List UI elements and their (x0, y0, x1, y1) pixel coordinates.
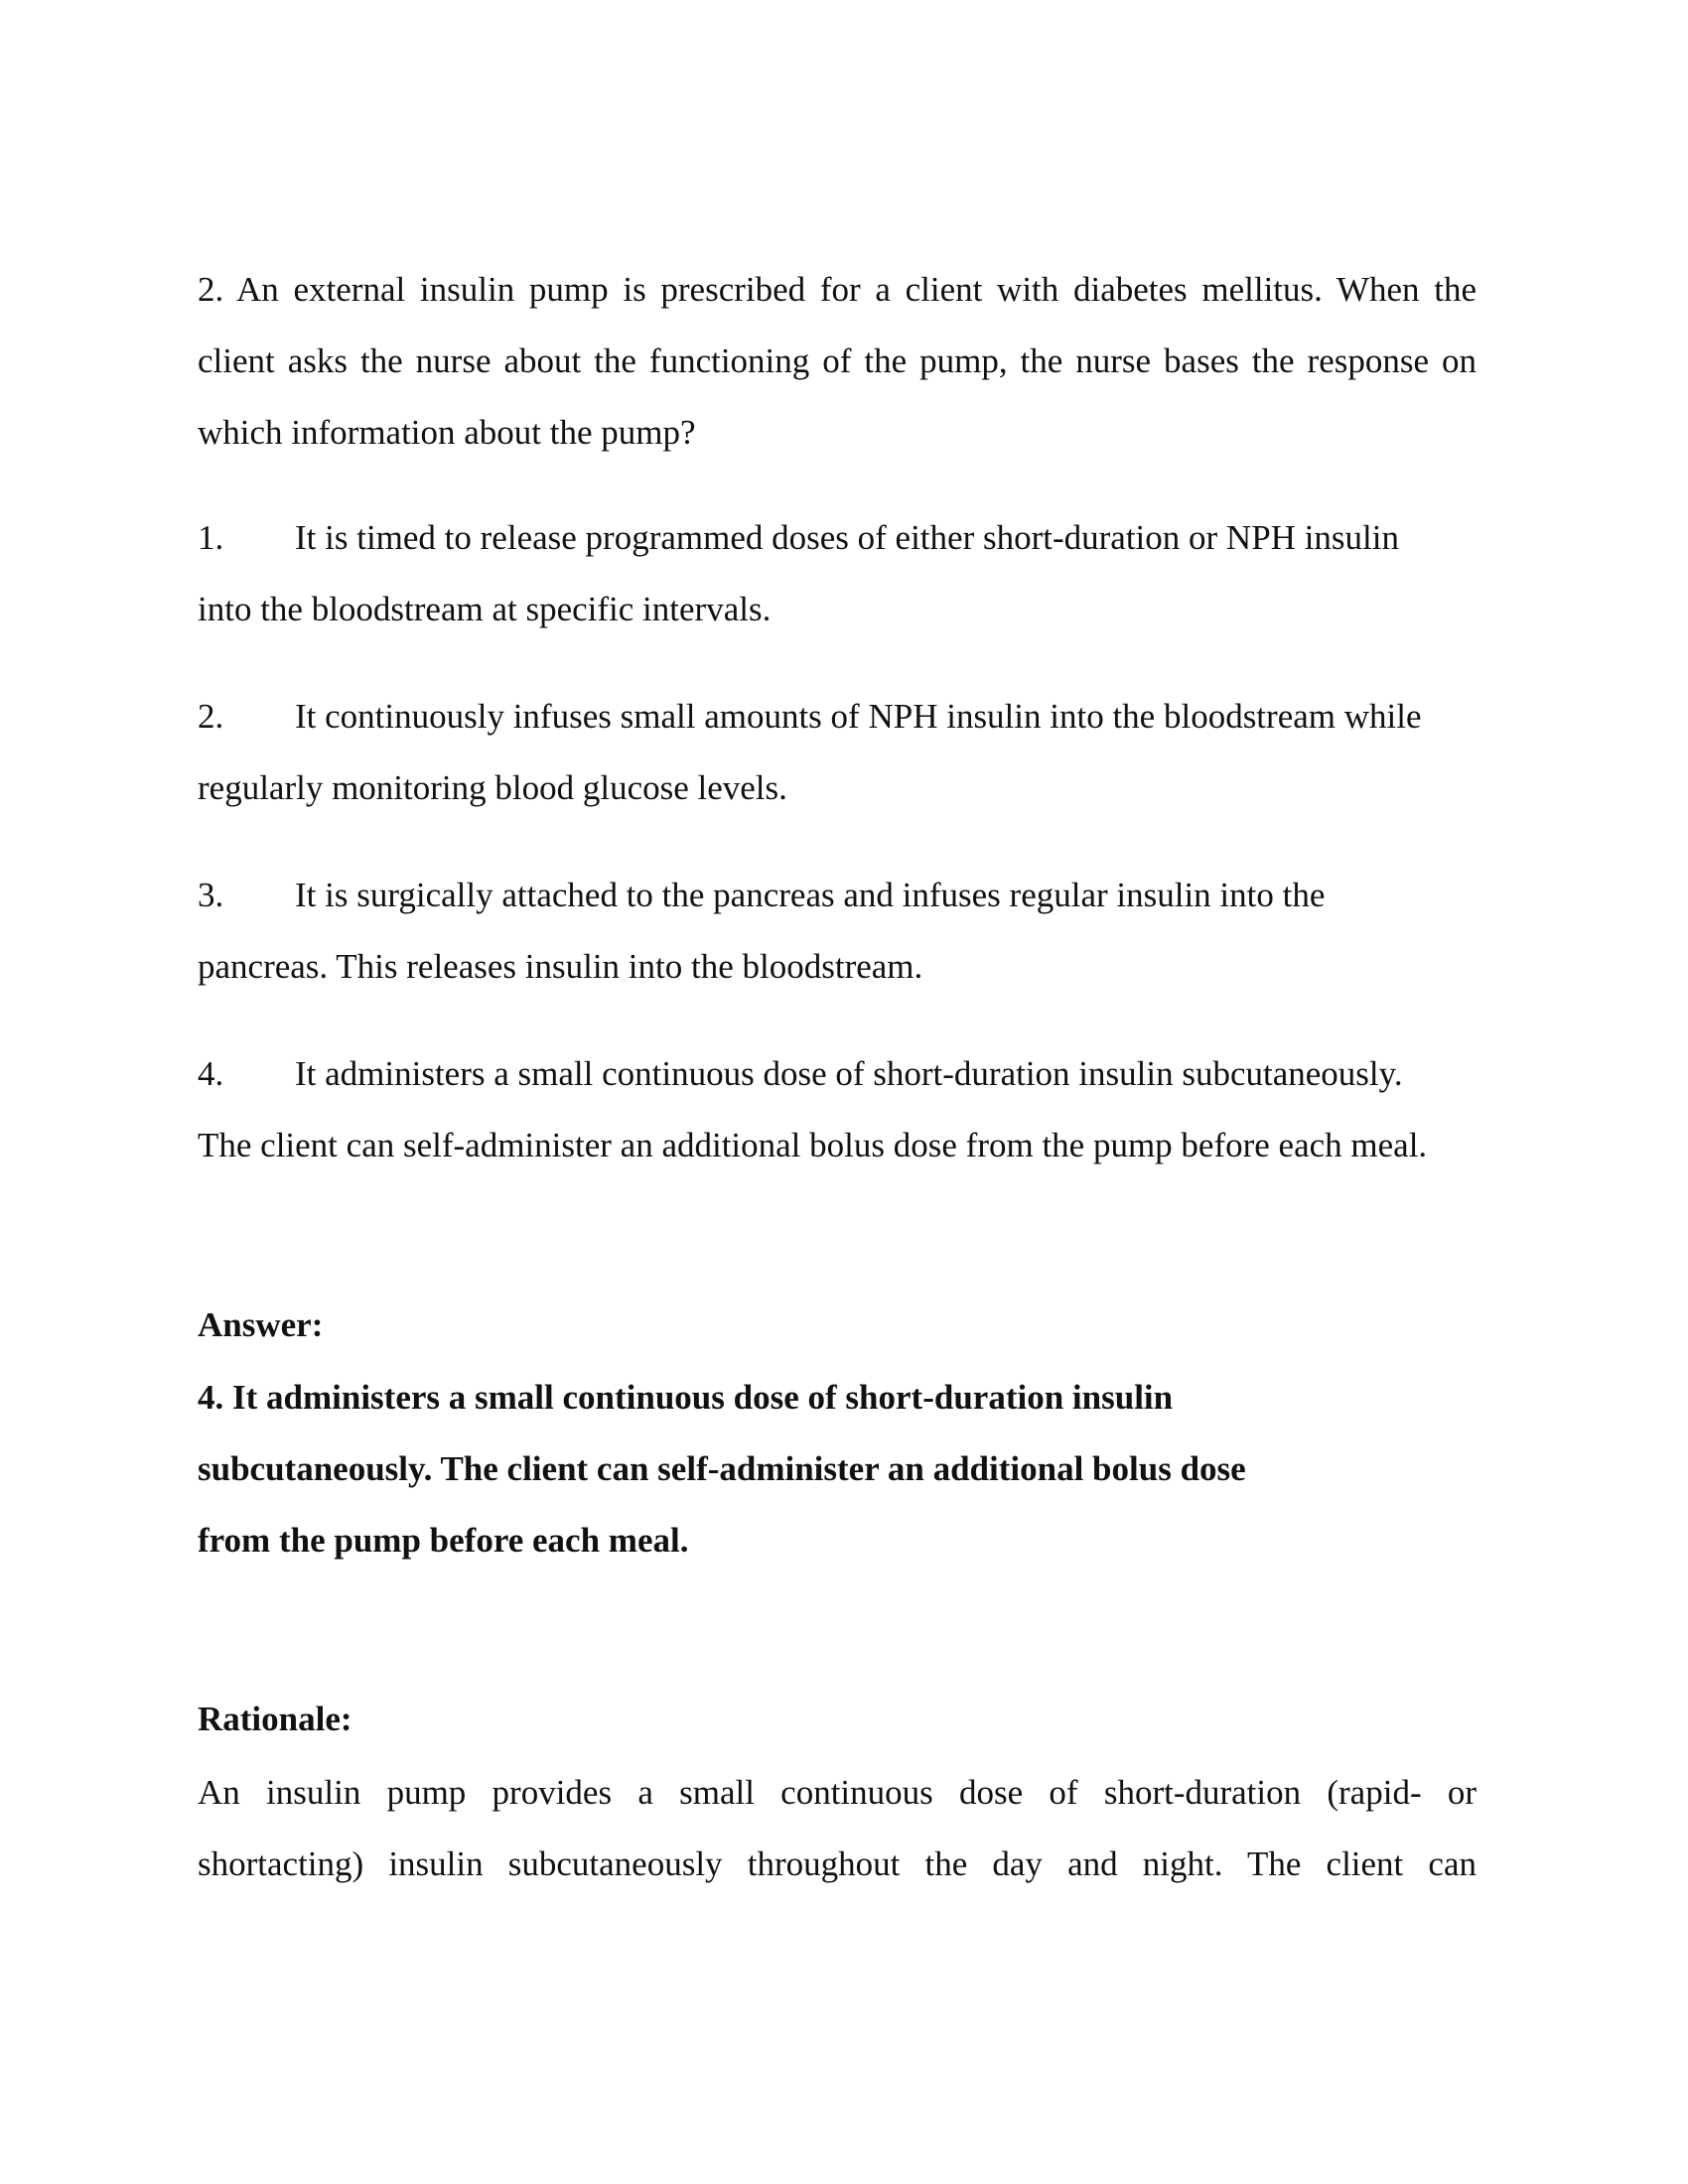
option-text-continued: The client can self-administer an additional bolus dose from the pump before each meal. (198, 1126, 1428, 1164)
answer-text: 4. It administers a small continuous dose of short-duration insulin (198, 1378, 1174, 1417)
option-text-continued: into the bloodstream at specific intervals. (198, 590, 772, 628)
answer-text: from the pump before each meal. (198, 1521, 689, 1560)
question-line: 2. An external insulin pump is prescribed for a client with diabetes mellitus. When the (198, 270, 1477, 309)
option-text: It continuously infuses small amounts of NPH insulin into the bloodstream while (295, 697, 1422, 736)
option-number: 2. (198, 697, 224, 736)
option-text-continued: regularly monitoring blood glucose levels. (198, 768, 787, 807)
question-line: client asks the nurse about the functioning of the pump, the nurse bases the response on (198, 341, 1477, 380)
rationale-text: An insulin pump provides a small continuous dose of short-duration (rapid- or (198, 1773, 1477, 1812)
option-number: 1. (198, 518, 224, 557)
option-number: 3. (198, 876, 224, 914)
answer-text: subcutaneously. The client can self-administer an additional bolus dose (198, 1449, 1246, 1488)
option-text: It is surgically attached to the pancreas and infuses regular insulin into the (295, 876, 1326, 914)
rationale-heading: Rationale: (198, 1700, 352, 1738)
option-text-continued: pancreas. This releases insulin into the bloodstream. (198, 947, 923, 986)
option-text: It administers a small continuous dose of short-duration insulin subcutaneously. (295, 1054, 1403, 1093)
rationale-text: shortacting) insulin subcutaneously throughout the day and night. The client can (198, 1844, 1477, 1883)
option-text: It is timed to release programmed doses of either short-duration or NPH insulin (295, 518, 1399, 557)
question-line: which information about the pump? (198, 413, 696, 452)
answer-heading: Answer: (198, 1305, 324, 1344)
option-number: 4. (198, 1054, 224, 1093)
